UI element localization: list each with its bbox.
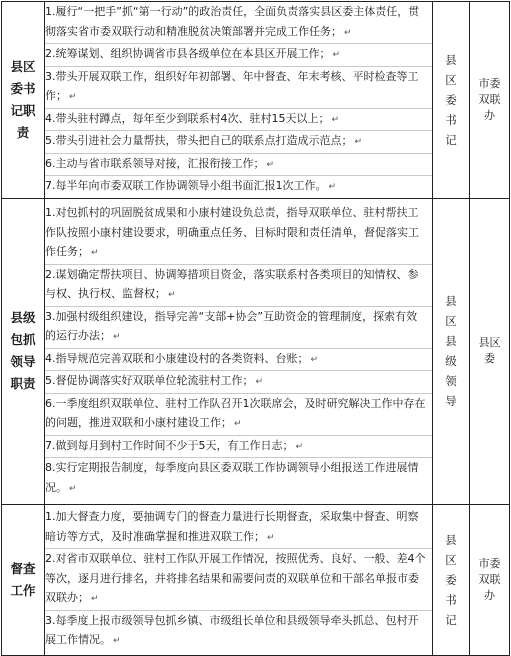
- return-mark-icon: ↵: [234, 419, 242, 429]
- return-mark-icon: ↵: [69, 483, 77, 494]
- duty-item: 6.主动与省市联系领导对接，汇报衔接工作； ↵: [45, 154, 432, 177]
- return-mark-icon: ↵: [267, 532, 275, 543]
- role-cell: [2, 2, 45, 199]
- return-mark-icon: ↵: [69, 92, 77, 102]
- duties-cell: [45, 2, 433, 199]
- duty-item: 2.统筹谋划、组织协调省市县各级单位在本县区开展工作； ↵: [45, 44, 432, 67]
- return-mark-icon: ↵: [344, 27, 352, 38]
- return-mark-icon: ↵: [331, 114, 340, 125]
- executor-cell: [470, 504, 510, 655]
- table-row: [2, 198, 510, 504]
- return-mark-icon: ↵: [113, 332, 121, 342]
- executor-label: 市委双联办: [478, 76, 501, 122]
- executor-label: 市委双联办: [478, 556, 501, 602]
- return-mark-icon: ↵: [328, 182, 337, 192]
- duty-item: 4.带头驻村蹲点，每年至少到联系村4次、驻村15天以上； ↵: [45, 109, 432, 132]
- executor-cell: [470, 198, 510, 504]
- duty-item: 3.带头开展双联工作，组织好年初部署、年中督查、年末考核、平时检查等工作； ↵: [45, 67, 432, 109]
- return-mark-icon: ↵: [168, 290, 176, 300]
- role-cell: [2, 198, 45, 504]
- duty-item: 7.做到每月到村工作时间不少于5天，有工作日志； ↵: [45, 436, 432, 459]
- duties-cell: [45, 504, 433, 655]
- executor-label: 县区委: [478, 336, 501, 365]
- duty-item: 2.谋划确定帮扶项目、协调筹措项目资金，落实联系村各类项目的知情权、参与权、执行权、监督权； ↵: [45, 265, 432, 307]
- table-row: [2, 504, 510, 655]
- duty-item: 6.一季度组织双联单位、驻村工作队召开1次联席会，及时研究解决工作中存在的问题，推进双联和小康村建设工作； ↵: [45, 394, 432, 436]
- return-mark-icon: ↵: [91, 594, 99, 605]
- role-label: 县区委书记职责: [10, 58, 36, 140]
- return-mark-icon: ↵: [113, 636, 121, 647]
- duty-item: 7.每半年向市委双联工作协调领导小组书面汇报1次工作。 ↵: [45, 179, 337, 192]
- role-label: 督查工作: [10, 560, 36, 598]
- return-mark-icon: ↵: [310, 354, 319, 365]
- duty-item: 1.对包抓村的巩固脱贫成果和小康村建设负总责，指导双联单位、驻村帮扶工作队按照小康村建设要求，明确重点任务、目标时限和责任清单，督促落实工作任务； ↵: [45, 203, 432, 265]
- duty-item: 3.每季度上报市级领导包抓乡镇、市级组长单位和县级领导牵头抓总、包村开展工作情况。 ↵: [45, 613, 419, 647]
- duty-item: 1.加大督查力度，要抽调专门的督查力量进行长期督查，采取集中督查、明察暗访等方式，及时准确掌握和推进双联工作； ↵: [45, 507, 432, 549]
- return-mark-icon: ↵: [295, 441, 304, 452]
- duty-item: 8.实行定期报告制度，每季度向县区委双联工作协调领导小组报送工作进展情况。 ↵: [45, 461, 419, 494]
- role-cell: [2, 504, 45, 655]
- lead-cell: [433, 504, 470, 655]
- lead-cell: [433, 198, 470, 504]
- duty-item: 2.对省市双联单位、驻村工作队开展工作情况，按照优秀、良好、一般、差4个等次，逐月进行排名，并将排名结果和需要问责的双联单位和干部名单报市委双联办； ↵: [45, 549, 432, 611]
- return-mark-icon: ↵: [91, 248, 99, 258]
- duties-cell: [45, 198, 433, 504]
- lead-label: 县区委书记: [445, 532, 457, 627]
- duty-item: 4.指导规范完善双联和小康建设村的各类资料、台账； ↵: [45, 349, 432, 372]
- duty-item: 3.加强村级组织建设，指导完善“支部+协会”互助资金的管理制度，探索有效的运行办法； ↵: [45, 307, 432, 349]
- executor-cell: [470, 2, 510, 199]
- role-label: 县级包抓领导职责: [10, 310, 36, 391]
- return-mark-icon: ↵: [255, 377, 264, 387]
- return-mark-icon: ↵: [354, 137, 363, 147]
- lead-cell: [433, 2, 470, 199]
- return-mark-icon: ↵: [266, 159, 275, 170]
- responsibility-table: [1, 1, 510, 656]
- duty-item: 1.履行“一把手”抓“第一行动”的政治责任，全面负责落实县区委主体责任，贯彻落实省市委双联行动和精准脱贫决策部署并完成工作任务； ↵: [45, 2, 432, 44]
- duty-item: 5.督促协调落实好双联单位轮流驻村工作； ↵: [45, 371, 432, 394]
- lead-label: 县区县级领导: [445, 294, 457, 408]
- return-mark-icon: ↵: [332, 50, 341, 60]
- table-row: [2, 2, 510, 199]
- duty-item: 5.带头引进社会力量帮扶，带头把自己的联系点打造成示范点； ↵: [45, 131, 432, 154]
- lead-label: 县区委书记: [445, 52, 457, 147]
